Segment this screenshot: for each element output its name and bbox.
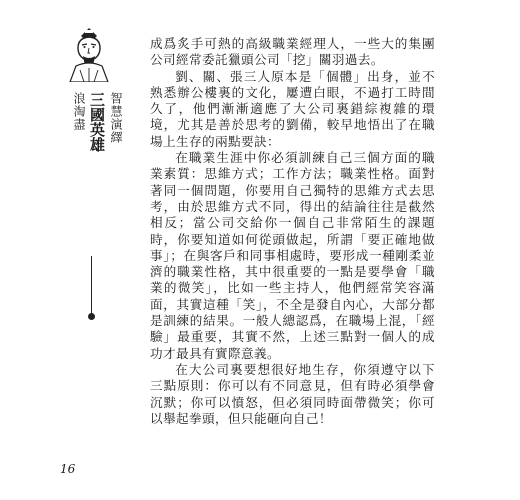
page-body <box>150 36 435 427</box>
paragraph: 在職業生涯中你必須訓練自己三個方面的職業素質：思維方式；工作方法；職業性格。面對著同一個問題，你要用自己獨特的思維方式去思考，由於思維方式不同，得出的結論往往是截然相反；當公司交給你一個自己非常陌生的課題時，你要知道如何從頭做起，所謂「要正確地做事」；在與客戶和同事相處時，要形成一種剛柔並濟的職業性格，其中很重要的一點是要學會「職業的微笑」，比如一些主持人，他們經常笑容滿面，其實這種「笑」，不全是發自內心，大部分都是訓練的結果。一般人總認爲，在職場上混，「經驗」最重要，其實不然，上述三點對一個人的成功才最具有實際意義。 <box>150 150 435 361</box>
decorative-dot <box>88 313 95 320</box>
paragraph: 在大公司裏要想很好地生存，你須遵守以下三點原則：你可以有不同意見，但有時必須學會沉默；你可以憤怒，但必須同時面帶微笑；你可以舉起拳頭，但只能砸向自己！ <box>150 361 435 426</box>
warrior-portrait-icon <box>68 26 110 82</box>
book-title-big: 三國英雄 <box>88 92 106 152</box>
book-subtitle: 智慧演繹 <box>109 92 123 144</box>
book-title <box>72 92 123 152</box>
book-title-small: 浪淘盡 <box>72 92 86 131</box>
decorative-line <box>91 256 92 316</box>
paragraph-continued: 成爲炙手可熱的高級職業經理人，一些大的集團公司經常委託獵頭公司「挖」關羽過去。 <box>150 36 435 68</box>
book-sidebar <box>58 26 123 326</box>
paragraph: 劉、關、張三人原本是「個體」出身，並不熟悉辦公樓裏的文化，屢遭白眼，不過打工時間久了，他們漸漸適應了大公司裏錯綜複雜的環境，尤其是善於思考的劉備，較早地悟出了在職場上生存的兩點要訣： <box>150 68 435 149</box>
page-number: 16 <box>60 462 76 476</box>
